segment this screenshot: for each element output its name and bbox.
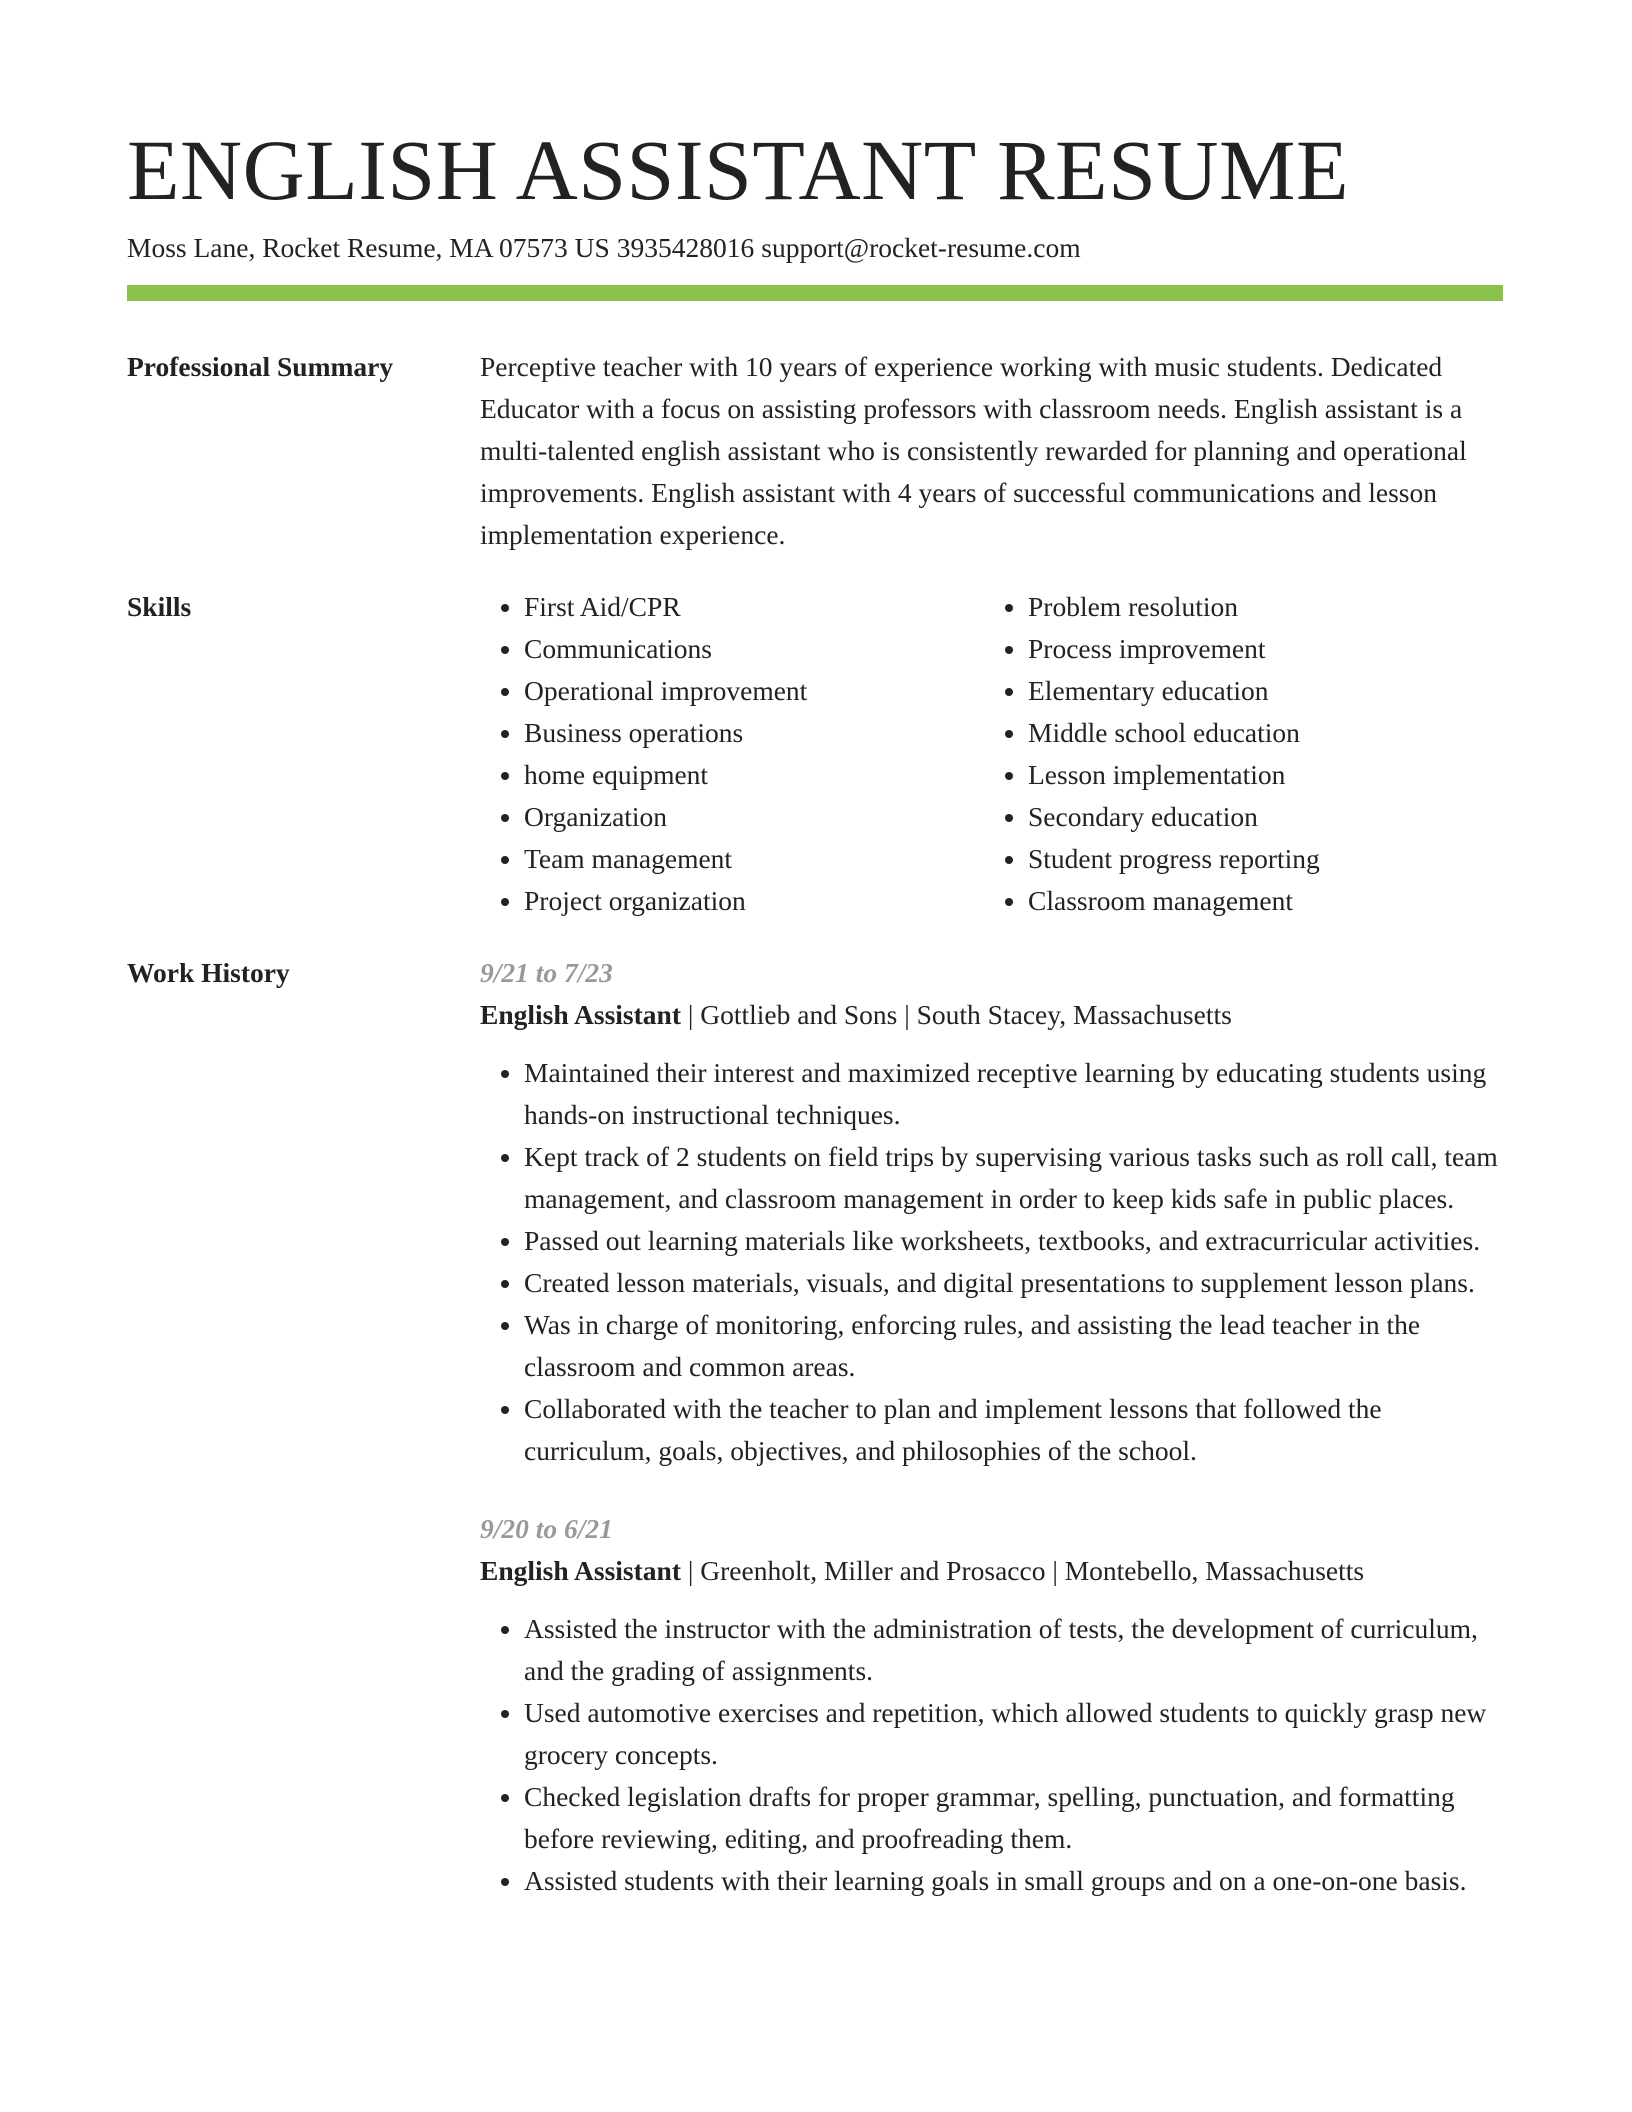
contact-email: support@rocket-resume.com [761,232,1081,263]
job-company: Gottlieb and Sons [700,999,898,1030]
job-heading: English Assistant | Gottlieb and Sons | South Stacey, Massachusetts [480,999,1232,1030]
job-bullet: • Assisted students with their learning goals in small groups and on a one-on-one basis. [524,1860,1503,1902]
job-company: Greenholt, Miller and Prosacco [700,1555,1046,1586]
job-heading: English Assistant | Greenholt, Miller and Prosacco | Montebello, Massachusetts [480,1555,1365,1586]
job-bullet: • Passed out learning materials like worksheets, textbooks, and extracurricular activities. [524,1220,1503,1262]
skill-item: • Business operations [524,712,984,754]
contact-address: Moss Lane, Rocket Resume, MA 07573 US [127,232,610,263]
skill-item: • Problem resolution [1028,586,1488,628]
skill-item: • Elementary education [1028,670,1488,712]
job-bullet-list [480,1608,1503,1902]
job-bullet: • Assisted the instructor with the administration of tests, the development of curriculum, and the grading of assignments. [524,1608,1503,1692]
job-bullet: • Was in charge of monitoring, enforcing rules, and assisting the lead teacher in the classroom and common areas. [524,1304,1503,1388]
skill-item: • First Aid/CPR [524,586,984,628]
work-section [127,952,1503,2092]
job-bullet-list [480,1052,1503,1472]
job-bullet: • Used automotive exercises and repetition, which allowed students to quickly grasp new grocery concepts. [524,1692,1503,1776]
job-location: South Stacey, Massachusetts [916,999,1232,1030]
skill-item: • Organization [524,796,984,838]
summary-section [127,346,1503,556]
resume-title: ENGLISH ASSISTANT RESUME [127,122,1350,218]
job-entry [480,1508,1503,1902]
skill-item: • home equipment [524,754,984,796]
summary-text: Perceptive teacher with 10 years of experience working with music students. Dedicated Educator with a focus on assisting professors with classroom needs. English assistant is a multi-talented english assistant who is consistently rewarded for planning and operational improvements. English assistant with 4 years of successful communications and lesson implementation experience. [480,351,1467,550]
summary-heading: Professional Summary [127,351,394,382]
work-heading: Work History [127,957,290,988]
skill-item: • Operational improvement [524,670,984,712]
skill-item: • Communications [524,628,984,670]
skill-item: • Process improvement [1028,628,1488,670]
skill-item: • Secondary education [1028,796,1488,838]
job-bullet: • Checked legislation drafts for proper grammar, spelling, punctuation, and formatting before reviewing, editing, and proofreading them. [524,1776,1503,1860]
job-dates: 9/21 to 7/23 [480,957,613,988]
job-dates: 9/20 to 6/21 [480,1513,613,1544]
job-bullet: • Created lesson materials, visuals, and digital presentations to supplement lesson plans. [524,1262,1503,1304]
job-entry [480,952,1503,1472]
skills-list-right [984,586,1488,922]
skill-item: • Student progress reporting [1028,838,1488,880]
job-bullet: • Kept track of 2 students on field trips by supervising various tasks such as roll call, team management, and classroom management in order to keep kids safe in public places. [524,1136,1503,1220]
job-bullet: • Maintained their interest and maximized receptive learning by educating students using hands-on instructional techniques. [524,1052,1503,1136]
skill-item: • Classroom management [1028,880,1488,922]
skill-item: • Team management [524,838,984,880]
skill-item: • Lesson implementation [1028,754,1488,796]
work-body [480,952,1503,1902]
job-bullet: • Collaborated with the teacher to plan and implement lessons that followed the curriculum, goals, objectives, and philosophies of the school. [524,1388,1503,1472]
skill-item: • Project organization [524,880,984,922]
header-divider [127,285,1503,301]
skill-item: • Middle school education [1028,712,1488,754]
job-location: Montebello, Massachusetts [1064,1555,1365,1586]
skills-list-left [480,586,984,922]
skills-section [127,586,1503,922]
skills-heading: Skills [127,591,192,622]
job-title: English Assistant [480,999,681,1030]
contact-phone: 3935428016 [616,232,755,263]
job-title: English Assistant [480,1555,681,1586]
contact-line [127,230,1081,266]
summary-body [480,346,1503,556]
